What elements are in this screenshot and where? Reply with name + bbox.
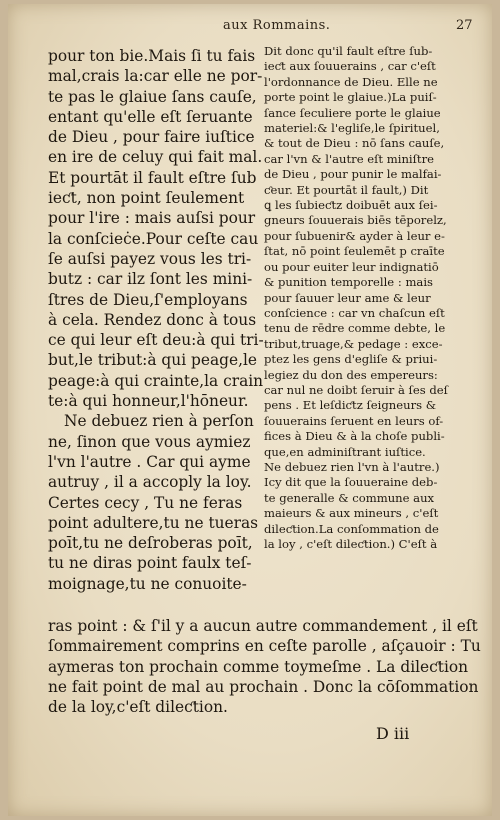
text-line: pour ton bie.Mais ſi tu fais [48, 47, 256, 65]
commentary-line: & punition temporelle : mais [264, 275, 434, 290]
commentary-line: fices à Dieu & à la choſe publi- [264, 429, 445, 444]
text-line: de la loy,c'eſt dileƈtion. [48, 698, 228, 717]
commentary-line: conſcience : car vn chaſcun eſt [264, 305, 445, 320]
commentary-line: dileƈtion.La conſommation de [264, 521, 439, 536]
full-width-text [48, 616, 481, 717]
commentary-line: gneurs ſouuerais biēs tēporelz, [264, 213, 447, 228]
text-line: autruy , il a accoply la loy. [48, 473, 252, 492]
text-line: ieƈt, non point ſeulement [48, 189, 245, 208]
book-page [8, 4, 492, 816]
text-line: Et pourtāt il fault eſtre ſub [48, 168, 257, 187]
text-line: ſe auſsi payez vous les tri- [48, 249, 252, 268]
text-line: à cela. Rendez donc à tous [48, 310, 257, 329]
commentary-line: Icy dit que la ſouueraine deb- [264, 475, 438, 490]
commentary-line: ptez les gens d'egliſe & priui- [264, 352, 438, 367]
commentary-line: ꝗ les ſubieƈtz doibuēt aux ſei- [264, 198, 438, 213]
commentary-line: & tout de Dieu : nō ſans cauſe, [264, 136, 445, 151]
page-number: 27 [456, 18, 473, 33]
commentary-line: ſouuerains ſeruent en leurs of- [264, 413, 444, 428]
commentary-line: pour ſubuenir& ayder à leur e- [264, 228, 445, 243]
text-line: peage:à qui crainte,la crain [48, 371, 264, 390]
commentary-line: tribut,truage,& pedage : exce- [264, 336, 443, 351]
commentary-line: que,en adminiſtrant iuſtice. [264, 444, 426, 459]
text-line: ras point : & ſ'il y a aucun autre commandement , il eſt [48, 617, 478, 635]
commentary-line: legiez du don des empereurs: [264, 367, 438, 382]
text-line: ce qui leur eſt deu:à qui tri- [48, 331, 264, 350]
text-line: de Dieu , pour faire iuſtice [48, 128, 255, 147]
commentary-line: pour ſauuer leur ame & leur [264, 290, 431, 305]
commentary-line: la loy , c'eſt dileƈtion.) C'eſt à [264, 537, 438, 551]
commentary-line: de Dieu , pour punir le malfai- [264, 167, 442, 182]
commentary-line: Ne debuez rien l'vn à l'autre.) [264, 459, 440, 474]
text-line: poīt,tu ne deſroberas poīt, [48, 534, 253, 553]
text-line: entant qu'elle eſt ſeruante [48, 107, 253, 126]
text-line: tu ne diras point faulx teſ- [48, 554, 252, 573]
commentary-line: ou pour euiter leur indignatiō [264, 259, 439, 274]
text-line: but,le tribut:à qui peage,le [48, 351, 258, 370]
text-line: mal,crais la:car elle ne por- [48, 67, 263, 86]
text-line: ne fait point de mal au prochain . Donc la cōſommation [48, 677, 479, 696]
commentary-line: pens . Et leſdiƈtz ſeigneurs & [264, 398, 437, 413]
text-line: aymeras ton prochain comme toymeſme . La dileƈtion [48, 657, 469, 676]
commentary-column [264, 44, 478, 552]
commentary-line: car l'vn & l'autre eſt miniſtre [264, 151, 434, 166]
commentary-line: materiel:& l'egliſe,le ſpirituel, [264, 121, 440, 136]
commentary-line: ſance ſeculiere porte le glaiue [264, 105, 441, 120]
text-line: Certes cecy , Tu ne feras [48, 493, 243, 512]
commentary-line: ſtat, nō point ſeulemēt p craīte [264, 244, 445, 259]
text-line: ne, ſinon que vous aymiez [48, 432, 251, 451]
text-line: butz : car ilz ſont les mini- [48, 270, 253, 289]
paragraph-start-line: Ne debuez rien à perſon [64, 412, 254, 431]
commentary-line: ƈeur. Et pourtāt il fault,) Dit [264, 182, 429, 197]
commentary-line: te generalle & commune aux [264, 490, 435, 505]
running-head: aux Rommains. [223, 18, 331, 33]
commentary-line: l'ordonnance de Dieu. Elle ne [264, 74, 438, 89]
text-line: en ire de celuy qui fait mal. [48, 148, 263, 167]
commentary-line: ieƈt aux ſouuerains , car c'eſt [264, 59, 436, 74]
text-line: ſtres de Dieu,ſ'employans [48, 290, 248, 309]
text-line: te pas le glaiue ſans cauſe, [48, 87, 257, 106]
commentary-line: car nul ne doibt ſeruir à ſes deſ [264, 382, 448, 397]
main-text-column [48, 46, 264, 594]
text-line: point adultere,tu ne tueras [48, 513, 259, 532]
text-line: la conſcieċe.Pour ceſte cau [48, 229, 259, 248]
commentary-line: tenu de rēdre comme debte, le [264, 321, 446, 336]
text-line: moignage,tu ne conuoite- [48, 574, 247, 593]
commentary-line: porte point le glaiue.)La puiſ- [264, 90, 437, 105]
signature-mark: D iii [376, 724, 410, 743]
commentary-line: Dit donc qu'il fault eſtre ſub- [264, 44, 433, 58]
text-line: ſommairement comprins en ceſte parolle , aſçauoir : Tu [48, 637, 481, 656]
text-line: l'vn l'autre . Car qui ayme [48, 452, 251, 471]
commentary-line: maieurs & aux mineurs , c'eſt [264, 506, 439, 521]
text-line: te:à qui honneur,l'hōneur. [48, 392, 249, 411]
text-line: pour l'ire : mais auſsi pour [48, 209, 256, 228]
